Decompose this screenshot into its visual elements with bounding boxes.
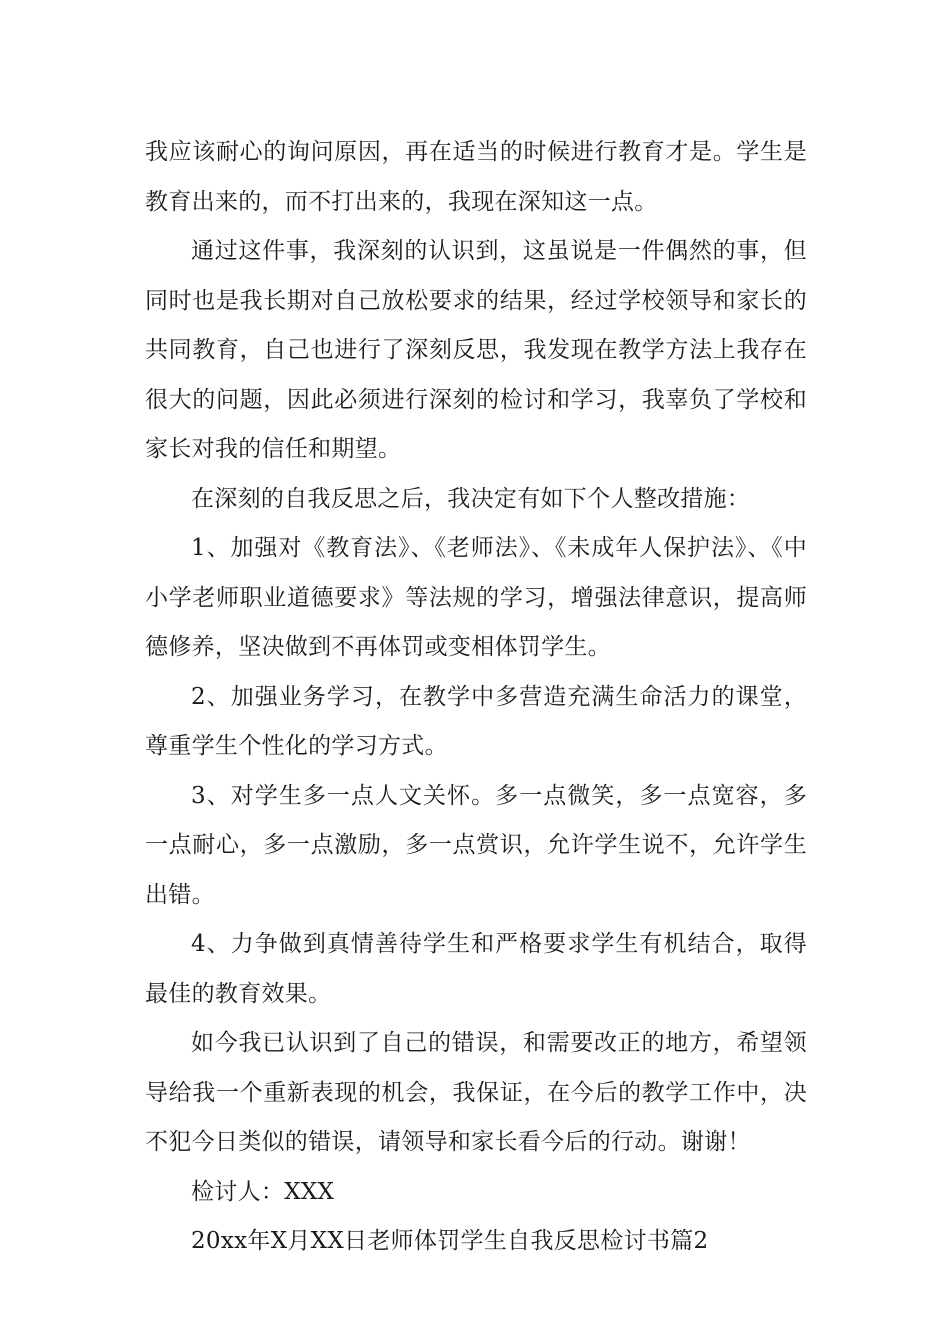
paragraph-conclusion: 如今我已认识到了自己的错误，和需要改正的地方，希望领导给我一个重新表现的机会，我保证，在今后的教学工作中，决不犯今日类似的错误，请领导和家长看今后的行动。谢谢！ xyxy=(145,1030,807,1155)
paragraph-realization: 通过这件事，我深刻的认识到，这虽说是一件偶然的事，但同时也是我长期对自己放松要求的结果，经过学校领导和家长的共同教育，自己也进行了深刻反思，我发现在教学方法上我存在很大的问题，因此必须进行深刻的检讨和学习，我辜负了学校和家长对我的信任和期望。 xyxy=(145,238,807,462)
document-body xyxy=(145,128,807,1267)
paragraph-intro-continuation: 我应该耐心的询问原因，再在适当的时候进行教育才是。学生是教育出来的，而不打出来的，我现在深知这一点。 xyxy=(145,139,807,215)
next-section-heading: 20xx年X月XX日老师体罚学生自我反思检讨书篇2 xyxy=(191,1228,709,1254)
measure-item-4: 4、力争做到真情善待学生和严格要求学生有机结合，取得最佳的教育效果。 xyxy=(145,931,807,1007)
measure-item-3: 3、对学生多一点人文关怀。多一点微笑，多一点宽容，多一点耐心，多一点激励，多一点赏识，允许学生说不，允许学生出错。 xyxy=(145,782,807,908)
measure-item-2: 2、加强业务学习，在教学中多营造充满生命活力的课堂，尊重学生个性化的学习方式。 xyxy=(145,683,807,759)
paragraph-measures-intro: 在深刻的自我反思之后，我决定有如下个人整改措施： xyxy=(191,485,751,512)
measure-item-1: 1、加强对《教育法》、《老师法》、《未成年人保护法》、《中小学老师职业道德要求》等法规的学习，增强法律意识，提高师德修养，坚决做到不再体罚或变相体罚学生。 xyxy=(145,535,807,660)
signature-line: 检讨人：XXX xyxy=(191,1178,335,1205)
